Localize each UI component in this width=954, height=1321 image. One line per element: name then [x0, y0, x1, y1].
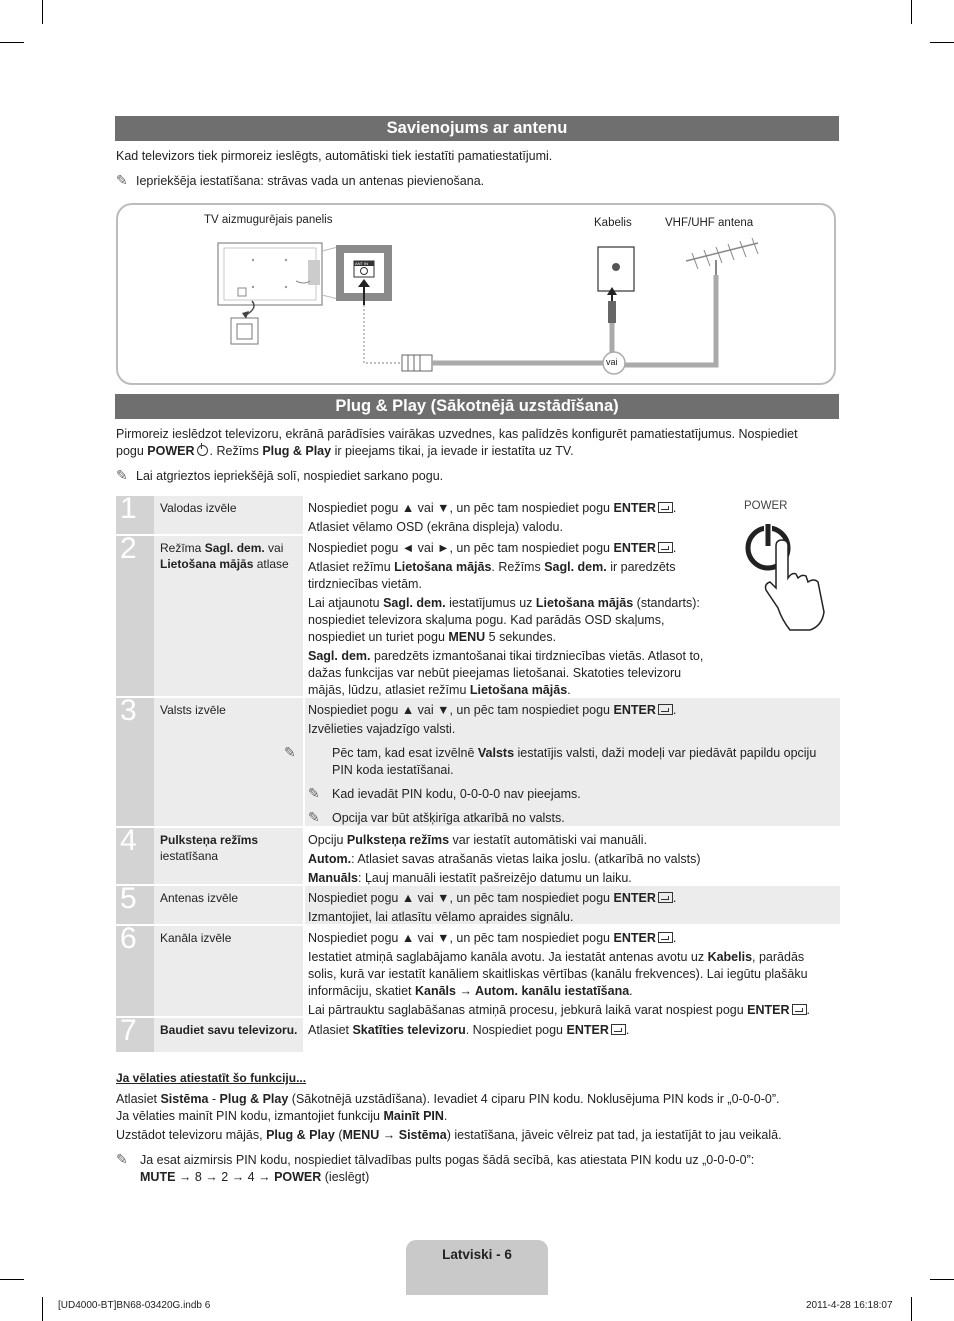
note-pencil-icon: ✎: [308, 809, 320, 825]
antenna-label: VHF/UHF antena: [665, 217, 754, 229]
date-imprint: 2011-4-28 16:18:07: [806, 1300, 893, 1311]
reset-pin-note: ✎ Ja esat aizmirsis PIN kodu, nospiediet tālvadības pults pogas šādā secībā, kas atiestata PIN kodu uz „0-0-0-0”: MUTE → 8 → 2 → 4 → POWER (ieslēgt): [116, 1151, 755, 1184]
cable-label: Kabelis: [594, 217, 632, 229]
step-number: 4: [116, 828, 154, 884]
step-description: Nospiediet pogu ▲ vai ▼, un pēc tam nospiediet pogu ENTER . Izmantojiet, lai atlasītu vēlamo apraides signālu.: [305, 886, 840, 924]
antenna-intro: Kad televizors tiek pirmoreiz ieslēgts, automātiski tiek iestatīti pamatiestatījumi.: [116, 149, 553, 163]
crop-mark: [911, 1297, 912, 1321]
step-name: Kanāla izvēle: [154, 926, 303, 1016]
note-pencil-icon: ✎: [116, 172, 128, 188]
note-pencil-icon: ✎: [116, 467, 128, 483]
enter-icon: [658, 502, 673, 513]
note-pencil-icon: ✎: [284, 744, 296, 760]
power-button-hand-illustration: [738, 500, 834, 635]
step-number: 2: [116, 536, 154, 696]
step-number: 6: [116, 926, 154, 1016]
enter-icon: [658, 704, 673, 715]
crop-mark: [930, 1279, 954, 1280]
step-name: Režīma Sagl. dem. vai Lietošana mājās atlase: [154, 536, 303, 696]
enter-icon: [611, 1024, 626, 1035]
pnp-intro: Pirmoreiz ieslēdzot televizoru, ekrānā parādīsies vairākas uzvednes, kas palīdzēs konfigurēt pamatiestatījumus. Nospiediet pogu POWER . Režīms Plug & Play ir pieejams tikai, ja ievade ir iestatīta uz TV.: [116, 427, 798, 458]
crop-mark: [42, 1297, 43, 1321]
enter-icon: [658, 542, 673, 553]
step-description: Nospiediet pogu ▲ vai ▼, un pēc tam nospiediet pogu ENTER . Atlasiet vēlamo OSD (ekrāna displeja) valodu.: [305, 496, 840, 534]
reset-title: Ja vēlaties atiestatīt šo funkciju...: [116, 1071, 307, 1085]
step-description: Nospiediet pogu ▲ vai ▼, un pēc tam nospiediet pogu ENTER . Izvēlieties vajadzīgo valsti. ✎ Pēc tam, kad esat izvēlnē Valsts iestatījis valsti, daži modeļi var piedāvāt papildu opciju PIN koda iestatīšanai. ✎ Kad ievadāt PIN kodu, 0-0-0-0 nav pieejams. ✎ Opcija var būt atšķirīga atkarībā no valsts.: [305, 698, 840, 826]
step-number: 1: [116, 496, 154, 534]
step-description: Opciju Pulksteņa režīms var iestatīt automātiski vai manuāli. Autom.: Atlasiet savas atrašanās vietas laika joslu. (atkarībā no valsts) Manuāls: Ļauj manuāli iestatīt pašreizējo datumu un laiku.: [305, 828, 840, 884]
crop-mark: [0, 42, 24, 43]
crop-mark: [930, 42, 954, 43]
step-name: Antenas izvēle: [154, 886, 303, 924]
step-name: Valsts izvēle: [154, 698, 303, 826]
page-number-tab: Latviski - 6: [406, 1240, 548, 1295]
step-name: Baudiet savu televizoru.: [154, 1018, 303, 1052]
crop-mark: [42, 0, 43, 24]
antenna-connection-diagram: [116, 203, 836, 385]
enter-icon: [658, 932, 673, 943]
connection-illustration: [118, 205, 834, 383]
crop-mark: [0, 1279, 24, 1280]
section-heading-plug-and-play: Plug & Play (Sākotnējā uzstādīšana): [115, 394, 839, 419]
hand-power-icon: [738, 516, 834, 636]
power-icon: [197, 445, 208, 456]
step-name: Pulksteņa režīms iestatīšana: [154, 828, 303, 884]
reset-text: Atlasiet Sistēma - Plug & Play (Sākotnējā uzstādīšana). Ievadiet 4 ciparu PIN kodu. Noklusējuma PIN kods ir „0-0-0-0”. Ja vēlaties mainīt PIN kodu, izmantojiet funkciju Mainīt PIN. Uzstādot televizoru mājās, Plug & Play (MENU → Sistēma) iestatīšana, jāveic vēlreiz pat tad, ja iestatījāt to jau veikalā.: [116, 1092, 782, 1142]
step-number: 5: [116, 886, 154, 924]
tv-back-panel-label: TV aizmugurējais panelis: [204, 214, 333, 226]
pnp-note: ✎ Lai atgrieztos iepriekšējā solī, nospiediet sarkano pogu.: [116, 467, 444, 483]
power-label: POWER: [744, 500, 788, 512]
note-pencil-icon: ✎: [308, 785, 320, 801]
section-heading-antenna: Savienojums ar antenu: [115, 116, 839, 141]
step-description: Atlasiet Skatīties televizoru. Nospiediet pogu ENTER .: [305, 1018, 840, 1052]
step-description: Nospiediet pogu ◄ vai ►, un pēc tam nospiediet pogu ENTER . Atlasiet režīmu Lietošana mājās. Režīms Sagl. dem. ir paredzēts tirdzniecības vietām. Lai atjaunotu Sagl. dem. iestatījumus uz Lietošana mājās (standarts): nospiediet televizora skaļuma pogu. Kad parādās OSD skaļums, nospiediet un turiet pogu MENU 5 sekundes. Sagl. dem. paredzēts izmantošanai tikai tirdzniecības vietās. Atlasot to, dažas funkcijas var nebūt pieejamas lietošanai. Skatoties televizoru mājās, lūdzu, atlasiet režīmu Lietošana mājās.: [305, 536, 840, 696]
antenna-note: ✎ Iepriekšēja iestatīšana: strāvas vada un antenas pievienošana.: [116, 172, 485, 188]
step-name: Valodas izvēle: [154, 496, 303, 534]
file-imprint: [UD4000-BT]BN68-03420G.indb 6: [58, 1300, 211, 1311]
enter-icon: [658, 892, 673, 903]
step-number: 7: [116, 1018, 154, 1052]
step-description: Nospiediet pogu ▲ vai ▼, un pēc tam nospiediet pogu ENTER . Iestatiet atmiņā saglabājamo kanāla avotu. Ja iestatāt antenas avotu uz Kabelis, parādās solis, kurā var iestatīt kanāliem skaitliskas vērtības (kanālu frekvences). Lai iegūtu plašāku informāciju, skatiet Kanāls → Autom. kanālu iestatīšana. Lai pārtrauktu saglabāšanas atmiņā procesu, jebkurā laikā varat nospiest pogu ENTER .: [305, 926, 840, 1016]
step-number: 3: [116, 698, 154, 826]
ant-in-port-label: ANT IN: [355, 261, 369, 266]
crop-mark: [911, 0, 912, 24]
enter-icon: [792, 1004, 807, 1015]
note-pencil-icon: ✎: [116, 1151, 128, 1167]
or-label: vai: [606, 357, 618, 367]
